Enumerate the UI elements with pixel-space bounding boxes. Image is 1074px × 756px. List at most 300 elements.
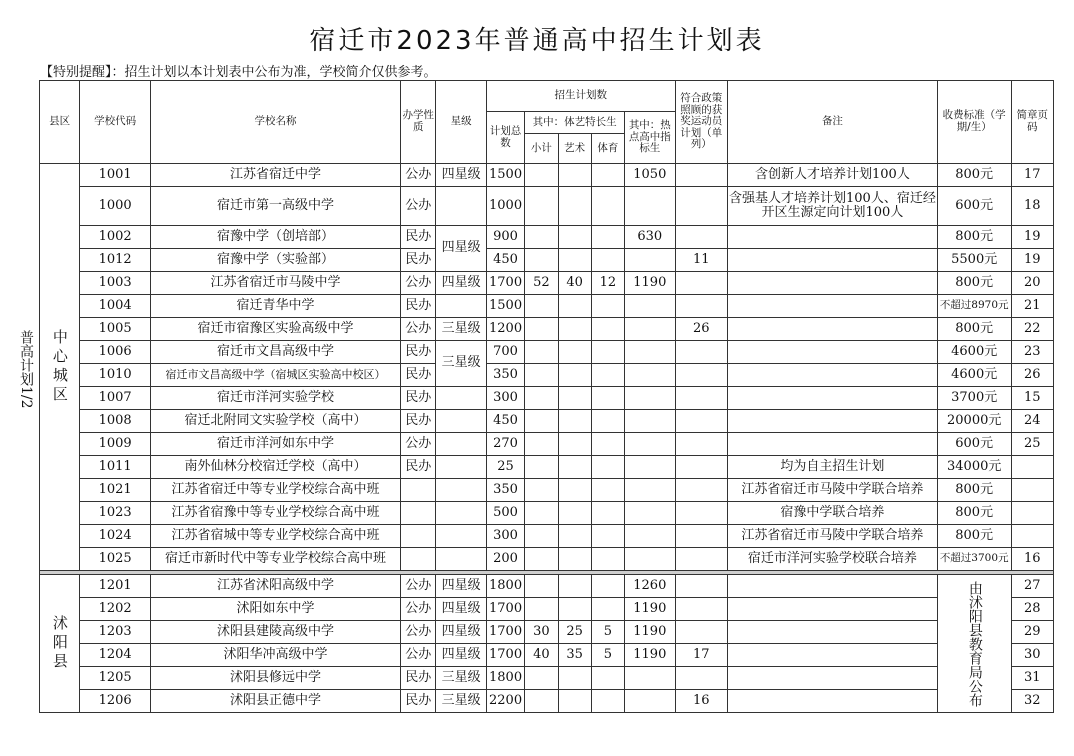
cell-total: 1200 — [486, 318, 524, 341]
cell-fee: 800元 — [937, 164, 1011, 187]
cell-art — [558, 249, 591, 272]
cell-nature: 民办 — [401, 410, 436, 433]
cell-remark — [728, 644, 938, 667]
cell-remark — [728, 272, 938, 295]
cell-art — [558, 364, 591, 387]
cell-code: 1206 — [80, 690, 151, 713]
cell-sub — [525, 575, 558, 598]
cell-name: 宿迁市洋河如东中学 — [150, 433, 400, 456]
cell-sport — [591, 667, 624, 690]
header-nature: 办学性质 — [401, 81, 436, 164]
cell-name: 宿迁市文昌高级中学（宿城区实验高中校区） — [150, 364, 400, 387]
page-title: 宿迁市2023年普通高中招生计划表 — [309, 26, 765, 56]
cell-nature: 公办 — [401, 644, 436, 667]
table-row — [40, 226, 1054, 249]
cell-star — [436, 433, 486, 456]
cell-sport — [591, 295, 624, 318]
cell-nature: 公办 — [401, 598, 436, 621]
cell-total: 900 — [486, 226, 524, 249]
cell-nature: 民办 — [401, 456, 436, 479]
table-row — [40, 644, 1054, 667]
cell-name: 宿迁市洋河实验学校 — [150, 387, 400, 410]
county-cell: 中心城区 — [40, 164, 80, 571]
cell-sport — [591, 226, 624, 249]
cell-nature: 民办 — [401, 249, 436, 272]
cell-fee: 600元 — [937, 187, 1011, 226]
cell-page: 29 — [1011, 621, 1054, 644]
cell-nature — [401, 548, 436, 571]
cell-art — [558, 295, 591, 318]
table-row — [40, 575, 1054, 598]
cell-sport — [591, 410, 624, 433]
cell-name: 沭阳县修远中学 — [150, 667, 400, 690]
cell-total: 450 — [486, 410, 524, 433]
cell-art — [558, 598, 591, 621]
cell-fee: 不超过8970元 — [937, 295, 1011, 318]
cell-code: 1001 — [80, 164, 151, 187]
header-subtotal: 小计 — [525, 134, 558, 164]
cell-nature: 公办 — [401, 318, 436, 341]
cell-hot: 1190 — [625, 644, 676, 667]
cell-total: 450 — [486, 249, 524, 272]
cell-nature: 民办 — [401, 690, 436, 713]
cell-remark — [728, 249, 938, 272]
cell-total: 500 — [486, 502, 524, 525]
cell-nature: 公办 — [401, 272, 436, 295]
cell-ath — [675, 525, 727, 548]
cell-nature — [401, 525, 436, 548]
cell-ath — [675, 548, 727, 571]
cell-star: 三星级 — [436, 341, 486, 387]
cell-page: 20 — [1011, 272, 1054, 295]
cell-remark — [728, 295, 938, 318]
cell-code: 1202 — [80, 598, 151, 621]
cell-sport — [591, 364, 624, 387]
cell-name: 沭阳县正德中学 — [150, 690, 400, 713]
cell-name: 宿迁市文昌高级中学 — [150, 341, 400, 364]
cell-nature: 公办 — [401, 575, 436, 598]
cell-code: 1005 — [80, 318, 151, 341]
cell-nature: 民办 — [401, 226, 436, 249]
cell-ath — [675, 410, 727, 433]
cell-star: 四星级 — [436, 621, 486, 644]
cell-code: 1021 — [80, 479, 151, 502]
cell-hot — [625, 187, 676, 226]
cell-code: 1007 — [80, 387, 151, 410]
cell-sport: 5 — [591, 644, 624, 667]
cell-page: 23 — [1011, 341, 1054, 364]
cell-code: 1009 — [80, 433, 151, 456]
cell-name: 宿豫中学（实验部） — [150, 249, 400, 272]
cell-name: 江苏省宿迁中学 — [150, 164, 400, 187]
cell-name: 宿豫中学（创培部） — [150, 226, 400, 249]
cell-star: 四星级 — [436, 644, 486, 667]
cell-page: 17 — [1011, 164, 1054, 187]
cell-art: 35 — [558, 644, 591, 667]
cell-fee: 800元 — [937, 272, 1011, 295]
cell-star: 四星级 — [436, 164, 486, 187]
table-row — [40, 272, 1054, 295]
header-plan-group: 招生计划数 — [486, 81, 675, 112]
header-hotspot: 其中：热点高中指标生 — [625, 112, 676, 164]
cell-code: 1204 — [80, 644, 151, 667]
cell-page: 16 — [1011, 548, 1054, 571]
cell-ath — [675, 364, 727, 387]
cell-page: 24 — [1011, 410, 1054, 433]
cell-code: 1004 — [80, 295, 151, 318]
cell-fee: 800元 — [937, 479, 1011, 502]
cell-sub — [525, 364, 558, 387]
cell-name: 江苏省沭阳高级中学 — [150, 575, 400, 598]
cell-art — [558, 525, 591, 548]
header-athlete-plan: 符合政策照顾的获奖运动员计划（单列） — [675, 81, 727, 164]
header-total: 计划总数 — [486, 112, 524, 164]
table-row — [40, 387, 1054, 410]
cell-sport — [591, 341, 624, 364]
cell-sport — [591, 387, 624, 410]
table-row — [40, 249, 1054, 272]
table-row — [40, 433, 1054, 456]
table-row — [40, 502, 1054, 525]
cell-ath: 11 — [675, 249, 727, 272]
cell-total: 1000 — [486, 187, 524, 226]
header-arts-sports: 其中：体艺特长生 — [525, 112, 625, 134]
cell-total: 1700 — [486, 644, 524, 667]
cell-hot — [625, 502, 676, 525]
cell-nature — [401, 479, 436, 502]
cell-ath — [675, 387, 727, 410]
header-school-code: 学校代码 — [80, 81, 151, 164]
cell-nature: 民办 — [401, 341, 436, 364]
cell-remark — [728, 364, 938, 387]
cell-code: 1008 — [80, 410, 151, 433]
table-row — [40, 690, 1054, 713]
cell-page — [1011, 456, 1054, 479]
cell-sport — [591, 525, 624, 548]
cell-ath — [675, 479, 727, 502]
cell-nature: 公办 — [401, 164, 436, 187]
cell-total: 1700 — [486, 621, 524, 644]
cell-art — [558, 456, 591, 479]
cell-remark — [728, 341, 938, 364]
cell-fee: 800元 — [937, 502, 1011, 525]
cell-fee: 800元 — [937, 318, 1011, 341]
table-row — [40, 341, 1054, 364]
cell-total: 25 — [486, 456, 524, 479]
cell-sub — [525, 667, 558, 690]
cell-star — [436, 502, 486, 525]
cell-hot — [625, 249, 676, 272]
cell-code: 1025 — [80, 548, 151, 571]
table-row — [40, 667, 1054, 690]
cell-sport — [591, 433, 624, 456]
cell-star: 四星级 — [436, 226, 486, 272]
cell-fee: 34000元 — [937, 456, 1011, 479]
cell-remark: 宿迁市洋河实验学校联合培养 — [728, 548, 938, 571]
cell-sub — [525, 318, 558, 341]
cell-sub — [525, 548, 558, 571]
cell-star: 四星级 — [436, 598, 486, 621]
cell-star: 三星级 — [436, 690, 486, 713]
cell-total: 700 — [486, 341, 524, 364]
cell-name: 沭阳县建陵高级中学 — [150, 621, 400, 644]
cell-star: 四星级 — [436, 575, 486, 598]
cell-total: 350 — [486, 364, 524, 387]
cell-remark: 含强基人才培养计划100人、宿迁经开区生源定向计划100人 — [728, 187, 938, 226]
table-row — [40, 318, 1054, 341]
cell-hot: 1190 — [625, 621, 676, 644]
table-row — [40, 456, 1054, 479]
cell-code: 1010 — [80, 364, 151, 387]
cell-code: 1003 — [80, 272, 151, 295]
cell-remark: 江苏省宿迁市马陵中学联合培养 — [728, 479, 938, 502]
cell-sport — [591, 187, 624, 226]
cell-art: 25 — [558, 621, 591, 644]
cell-remark — [728, 318, 938, 341]
header-page: 简章页码 — [1011, 81, 1054, 164]
header-school-name: 学校名称 — [150, 81, 400, 164]
cell-star: 三星级 — [436, 667, 486, 690]
cell-total: 1500 — [486, 295, 524, 318]
cell-sub: 52 — [525, 272, 558, 295]
cell-total: 350 — [486, 479, 524, 502]
cell-remark: 均为自主招生计划 — [728, 456, 938, 479]
cell-ath: 16 — [675, 690, 727, 713]
cell-sport — [591, 502, 624, 525]
cell-hot — [625, 295, 676, 318]
cell-sport — [591, 456, 624, 479]
cell-sport — [591, 598, 624, 621]
cell-sub — [525, 525, 558, 548]
cell-hot — [625, 318, 676, 341]
cell-name: 江苏省宿豫中等专业学校综合高中班 — [150, 502, 400, 525]
cell-sub — [525, 502, 558, 525]
cell-art — [558, 548, 591, 571]
cell-star — [436, 525, 486, 548]
cell-sport: 5 — [591, 621, 624, 644]
cell-star — [436, 187, 486, 226]
cell-art — [558, 667, 591, 690]
cell-page: 22 — [1011, 318, 1054, 341]
cell-hot — [625, 456, 676, 479]
table-row — [40, 598, 1054, 621]
table-row — [40, 479, 1054, 502]
cell-star: 三星级 — [436, 318, 486, 341]
cell-total: 300 — [486, 387, 524, 410]
cell-sub — [525, 387, 558, 410]
cell-page — [1011, 502, 1054, 525]
cell-remark — [728, 410, 938, 433]
table-row — [40, 621, 1054, 644]
cell-art — [558, 410, 591, 433]
side-page-label: 普高计划1/2 — [18, 330, 34, 409]
cell-sport — [591, 318, 624, 341]
cell-sub — [525, 226, 558, 249]
cell-name: 宿迁市宿豫区实验高级中学 — [150, 318, 400, 341]
cell-ath — [675, 456, 727, 479]
cell-sport — [591, 548, 624, 571]
cell-page: 27 — [1011, 575, 1054, 598]
cell-hot — [625, 410, 676, 433]
cell-sub — [525, 249, 558, 272]
cell-art: 40 — [558, 272, 591, 295]
cell-art — [558, 164, 591, 187]
cell-total: 1500 — [486, 164, 524, 187]
cell-nature: 公办 — [401, 621, 436, 644]
table-row — [40, 295, 1054, 318]
cell-code: 1024 — [80, 525, 151, 548]
cell-nature: 公办 — [401, 187, 436, 226]
cell-page: 21 — [1011, 295, 1054, 318]
fee-note-cell: 由沭阳县教育局公布 — [937, 575, 1011, 713]
cell-code: 1201 — [80, 575, 151, 598]
cell-ath — [675, 187, 727, 226]
cell-fee: 20000元 — [937, 410, 1011, 433]
cell-star — [436, 456, 486, 479]
cell-page — [1011, 479, 1054, 502]
cell-sub — [525, 598, 558, 621]
cell-sub — [525, 690, 558, 713]
cell-ath — [675, 341, 727, 364]
cell-hot — [625, 479, 676, 502]
cell-page — [1011, 525, 1054, 548]
cell-sport — [591, 690, 624, 713]
table-row — [40, 187, 1054, 226]
cell-sport: 12 — [591, 272, 624, 295]
county-cell: 沭阳县 — [40, 575, 80, 713]
cell-remark — [728, 667, 938, 690]
cell-hot — [625, 548, 676, 571]
cell-remark — [728, 226, 938, 249]
cell-star — [436, 410, 486, 433]
cell-art — [558, 318, 591, 341]
cell-total: 300 — [486, 525, 524, 548]
cell-ath — [675, 621, 727, 644]
cell-hot — [625, 690, 676, 713]
cell-code: 1002 — [80, 226, 151, 249]
cell-remark — [728, 598, 938, 621]
cell-page: 19 — [1011, 249, 1054, 272]
cell-page: 18 — [1011, 187, 1054, 226]
cell-art — [558, 575, 591, 598]
cell-name: 沭阳如东中学 — [150, 598, 400, 621]
cell-total: 1800 — [486, 667, 524, 690]
cell-page: 30 — [1011, 644, 1054, 667]
cell-art — [558, 226, 591, 249]
header-star: 星级 — [436, 81, 486, 164]
cell-hot: 630 — [625, 226, 676, 249]
cell-ath — [675, 226, 727, 249]
cell-name: 宿迁青华中学 — [150, 295, 400, 318]
cell-page: 26 — [1011, 364, 1054, 387]
cell-remark: 含创新人才培养计划100人 — [728, 164, 938, 187]
cell-star — [436, 479, 486, 502]
cell-hot — [625, 364, 676, 387]
cell-art — [558, 341, 591, 364]
cell-sport — [591, 249, 624, 272]
cell-ath — [675, 575, 727, 598]
cell-remark: 江苏省宿迁市马陵中学联合培养 — [728, 525, 938, 548]
cell-total: 1700 — [486, 272, 524, 295]
header-sport: 体育 — [591, 134, 624, 164]
cell-ath — [675, 502, 727, 525]
cell-ath — [675, 164, 727, 187]
cell-star — [436, 387, 486, 410]
table-row — [40, 410, 1054, 433]
cell-fee: 5500元 — [937, 249, 1011, 272]
cell-art — [558, 433, 591, 456]
cell-nature: 民办 — [401, 364, 436, 387]
cell-fee: 800元 — [937, 226, 1011, 249]
cell-remark — [728, 387, 938, 410]
cell-sport — [591, 575, 624, 598]
cell-code: 1011 — [80, 456, 151, 479]
cell-total: 200 — [486, 548, 524, 571]
cell-ath: 17 — [675, 644, 727, 667]
cell-nature: 民办 — [401, 667, 436, 690]
cell-nature — [401, 502, 436, 525]
cell-fee: 600元 — [937, 433, 1011, 456]
cell-sport — [591, 164, 624, 187]
cell-fee: 4600元 — [937, 341, 1011, 364]
cell-code: 1000 — [80, 187, 151, 226]
cell-page: 31 — [1011, 667, 1054, 690]
cell-fee: 3700元 — [937, 387, 1011, 410]
cell-name: 宿迁北附同文实验学校（高中） — [150, 410, 400, 433]
cell-total: 2200 — [486, 690, 524, 713]
cell-code: 1203 — [80, 621, 151, 644]
cell-sub — [525, 479, 558, 502]
header-remark: 备注 — [728, 81, 938, 164]
cell-sub — [525, 187, 558, 226]
cell-sub — [525, 164, 558, 187]
cell-ath — [675, 272, 727, 295]
cell-remark — [728, 433, 938, 456]
cell-fee: 4600元 — [937, 364, 1011, 387]
cell-remark — [728, 575, 938, 598]
cell-total: 270 — [486, 433, 524, 456]
cell-art — [558, 502, 591, 525]
cell-page: 28 — [1011, 598, 1054, 621]
cell-nature: 民办 — [401, 387, 436, 410]
cell-page: 15 — [1011, 387, 1054, 410]
cell-remark — [728, 690, 938, 713]
cell-ath — [675, 667, 727, 690]
cell-ath — [675, 295, 727, 318]
header-fee: 收费标准（学期/生） — [937, 81, 1011, 164]
cell-hot — [625, 387, 676, 410]
cell-star: 四星级 — [436, 272, 486, 295]
cell-fee: 不超过3700元 — [937, 548, 1011, 571]
cell-nature: 民办 — [401, 295, 436, 318]
cell-code: 1012 — [80, 249, 151, 272]
cell-art — [558, 187, 591, 226]
cell-star — [436, 548, 486, 571]
cell-ath: 26 — [675, 318, 727, 341]
cell-hot: 1190 — [625, 598, 676, 621]
cell-ath — [675, 598, 727, 621]
cell-hot: 1190 — [625, 272, 676, 295]
cell-hot — [625, 433, 676, 456]
table-row — [40, 548, 1054, 571]
cell-code: 1006 — [80, 341, 151, 364]
cell-name: 江苏省宿迁中等专业学校综合高中班 — [150, 479, 400, 502]
cell-page: 19 — [1011, 226, 1054, 249]
cell-hot: 1260 — [625, 575, 676, 598]
cell-art — [558, 479, 591, 502]
cell-sub — [525, 341, 558, 364]
cell-hot — [625, 525, 676, 548]
